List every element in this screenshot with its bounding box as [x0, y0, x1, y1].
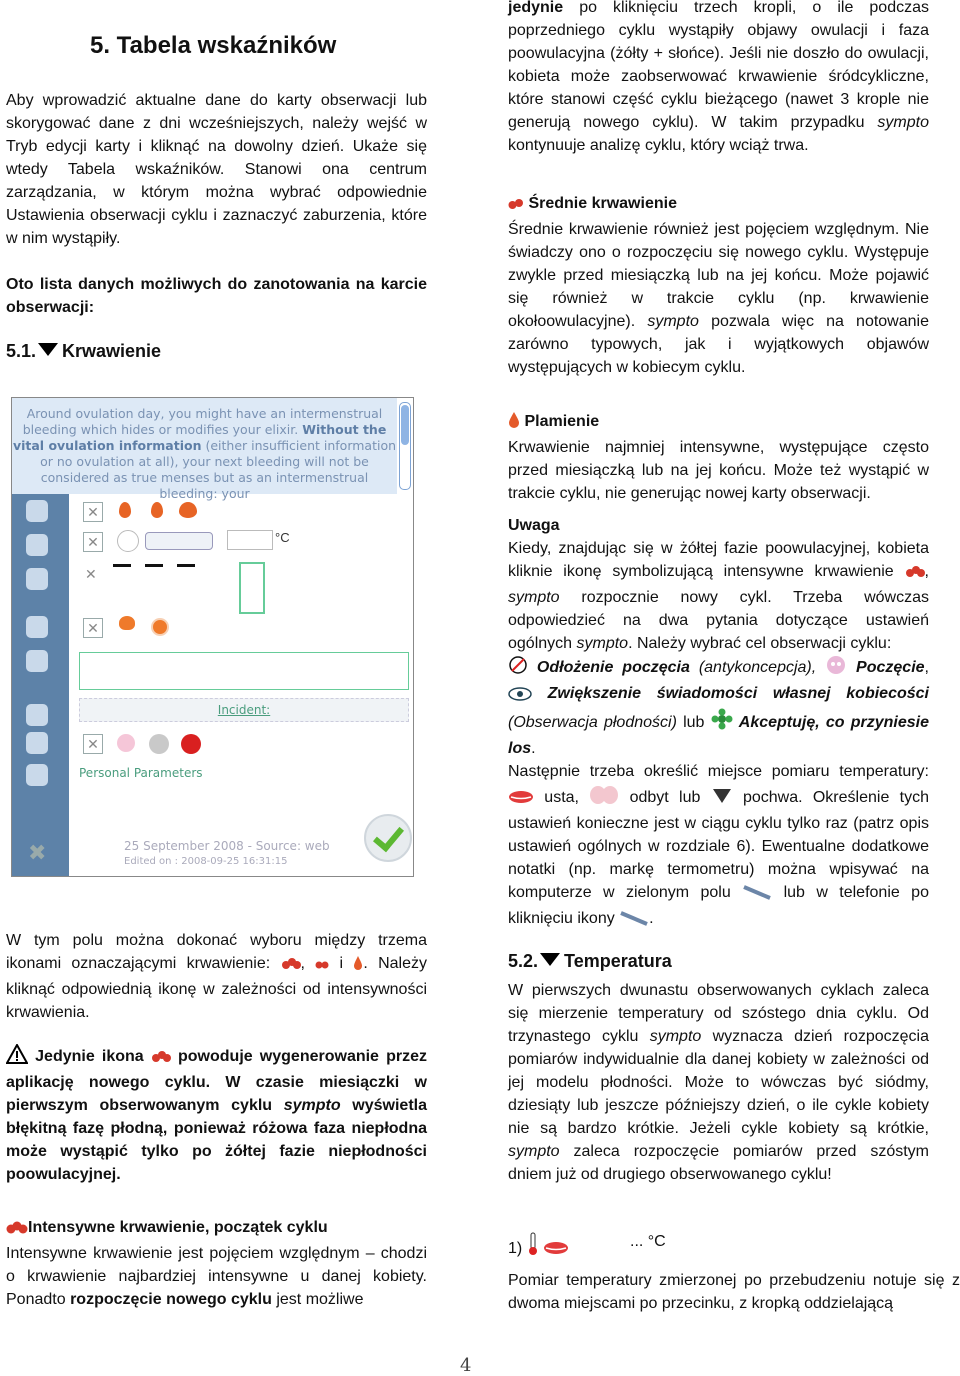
heavy-bleeding-icon [281, 955, 301, 978]
page-number: 4 [460, 1355, 472, 1376]
medium-bleeding-icon [508, 195, 524, 218]
dash-mark [177, 564, 195, 567]
screenshot-sidebar [12, 494, 69, 876]
choice-paragraph: W tym polu można dokonać wyboru między trzema ikonami oznaczającymi krwawienie: , i . Należy kliknąć odpowiednią ikonę w zależności od intensywności krwawienia. [6, 932, 427, 1021]
heavy-bleeding-continued: jedynie po kliknięciu trzech kropli, o ile podczas poprzedniego cyklu wystąpiły objawy owulacji i faza poowulacyjna (żółty + słońce). Jeśli nie doszło do owulacji, kobieta może zaobserwować krwawienie śródcykliczne, które stanowi część cyklu bieżącego (nawet 3 krople nie generują nowego cyklu). W takim przypadku sympto kontynuuje analizę cyklu, który wciąż trwa. [508, 0, 929, 154]
checkbox-icon: ✕ [83, 618, 103, 638]
clock-icon [117, 530, 139, 552]
heavy-bleeding-icon [905, 563, 925, 586]
spotting-icon [353, 955, 363, 978]
notes-field [79, 652, 409, 690]
vagina-icon [711, 787, 733, 812]
warning-paragraph: Jedynie ikona powoduje wygenerowanie przez aplikację nowego cyklu. W czasie miesiączki w pierwszym obserwowanym cyklu sympto wyświetla błękitną fazę płodną, ponieważ różowa faza niepłodna może wystąpić tylko po żółtej fazie niepłodności poowulacyjnej. [6, 1044, 427, 1186]
drop-icon [119, 502, 131, 518]
thermometer-icon [527, 1232, 539, 1263]
intro-paragraph: Aby wprowadzić aktualne dane do karty obserwacji lub skorygować dane z dni wcześniejszych, należy wejść w Tryb edycji karty i kliknąć na dowolny dzień. Ukaże się wtedy Tabela wskaźników. Stanowi ona centrum zarządzania, w którym można wybrać odpowiednie Ustawienia obserwacji cyklu i zaznaczyć zaburzenia, które w nim wystąpiły. [6, 92, 427, 247]
pencil-icon [619, 910, 649, 933]
gear-icon [26, 764, 48, 786]
temperature-paragraph: W pierwszych dwunastu obserwowanych cyklach zaleca się mierzenie temperatury od szóstego dnia cyklu. Od trzynastego cyklu sympto wyznacza dzień rozpoczęcia pomiarów indywidualnie dla danej kobiety w zależności od jej modelu płodności. Może to wówczas być siódmy, dziesiąty lub jeszcze późniejszy dzień, o ile cykle kobiety nie są bardzo krótkie. Jeżeli cykle kobiety są krótkie, sympto zaleca rozpoczęcie pomiarów przed szóstym dniem już od drugiego obserwowanego cyklu! [508, 982, 929, 1183]
heart-circle-icon [151, 618, 169, 636]
page-title: 5. Tabela wskaźników [90, 32, 337, 59]
no-conception-icon [508, 655, 528, 682]
anus-icon [589, 783, 619, 812]
circle-icon [117, 734, 135, 752]
pencil-icon [26, 650, 48, 672]
checkbox-icon: ✕ [83, 532, 103, 552]
conception-icon [825, 655, 847, 682]
flower-icon [711, 708, 733, 737]
close-mark: ✕ [85, 566, 97, 582]
personal-parameters-link: Personal Parameters [79, 766, 203, 780]
temperature-unit: °C [275, 530, 290, 545]
weather-icon [26, 704, 48, 726]
thermometer-icon [26, 534, 48, 556]
person-icon [26, 732, 48, 754]
mouth-icon [543, 1240, 569, 1263]
section-5-2-heading: 5.2. Temperatura [508, 951, 672, 971]
checkbox-icon: ✕ [83, 502, 103, 522]
eye-icon [508, 685, 532, 708]
snowflake-icon [26, 568, 48, 590]
warning-icon [6, 1044, 28, 1071]
cloud-icon [26, 500, 48, 522]
app-screenshot [11, 397, 414, 877]
note-section: Uwaga Kiedy, znajdując się w żółtej fazie poowulacyjnej, kobieta kliknie ikonę symbolizującą intensywne krwawienie , sympto rozpocznie nowy cykl. Trzeba wówczas odpowiedzieć na dwa pytania dotyczące ustawień ogólnych sympto. Należy wybrać cel obserwacji cyklu: Odłożenie poczęcia (antykoncepcja), Poczęcie, Zwiększenie świadomości własnej kobiecości (Obserwacja płodności) lub Akceptuję, co przyniesie los. Następnie trzeba określić miejsce pomiaru temperatury: usta, odbyt lub pochwa. Określenie tych ustawień konieczne jest w ciągu cyklu tylko raz (patrz opis ustawień ogólnych w rozdziale 6). Ewentualne dodatkowe notatki (np. markę termometru) można wpisywać na komputerze w zielonym polu lub w telefonie po kliknięciu ikony . [508, 514, 929, 933]
screenshot-panel [69, 494, 413, 876]
incident-link: Incident: [79, 698, 409, 722]
section-5-1-heading: 5.1. Krwawienie [6, 341, 162, 361]
heart-icon [119, 616, 135, 630]
medium-bleeding-icon [315, 955, 329, 978]
select-field [145, 532, 213, 550]
screenshot-scrollbar [399, 402, 411, 490]
drops-icon [179, 502, 197, 518]
temperature-input [227, 530, 273, 550]
temperature-value: ... °C [630, 1233, 666, 1250]
dash-mark [145, 564, 163, 567]
close-icon: ✖ [28, 840, 47, 865]
triangle-icon [540, 953, 560, 966]
medium-bleeding-section: Średnie krwawienie Średnie krwawienie również jest pojęciem względnym. Nie świadczy ono o rozpoczęciu się nowego cyklu. Występuje zwykle przed miesiączką lub na jej końcu. Może pojawić się również w trakcie cyklu (np. krwawienie okołoowulacyjne). sympto pozwala więc na notowanie zarówno typowych, jak i wyjątkowych objawów występujących w kobiecym cyklu. [508, 195, 929, 376]
temperature-last: Pomiar temperatury zmierzonej po przebudzeniu notuje się z dwoma miejscami po przecinku, z kropką oddzielającą [508, 1272, 960, 1312]
heavy-bleeding-section: Intensywne krwawienie, początek cyklu Intensywne krwawienie jest pojęciem względnym – chodzi o krwawienie najbardziej intensywne u danej kobiety. Ponadto rozpoczęcie nowego cyklu jest możliwe [6, 1219, 427, 1308]
screenshot-info-text: Around ovulation day, you might have an intermenstrual bleeding which hides or modifies your elixir. Without the vital ovulation information (either insufficient information or no ovulation at all), your next bleeding will not be considered as true menses but as an intermenstrual bleeding: your [12, 398, 397, 494]
source-info: 25 September 2008 - Source: web Edited on : 2008-09-25 16:31:15 [124, 839, 330, 867]
temperature-item: 1) ... °C [508, 1232, 929, 1263]
spotting-icon [508, 411, 520, 436]
mouth-icon [508, 789, 534, 812]
heavy-bleeding-icon [6, 1219, 28, 1242]
circle-icon [149, 734, 169, 754]
pencil-icon [742, 884, 772, 907]
mucus-box [239, 562, 265, 614]
triangle-icon [38, 343, 58, 356]
dash-mark [113, 564, 131, 567]
heavy-bleeding-icon [151, 1048, 171, 1071]
confirm-check-icon [364, 814, 412, 862]
checkbox-icon: ✕ [83, 734, 103, 754]
list-intro: Oto lista danych możliwych do zanotowania na karcie obserwacji: [6, 276, 427, 316]
blood-icon [181, 734, 201, 754]
spotting-section: Plamienie Krwawienie najmniej intensywne, występujące często przed miesiączką lub na jej końcu. Może też wystąpić w trakcie cyklu, nie generując nowej karty obserwacji. [508, 413, 929, 502]
drop-icon [151, 502, 163, 518]
heart-icon [26, 616, 48, 638]
